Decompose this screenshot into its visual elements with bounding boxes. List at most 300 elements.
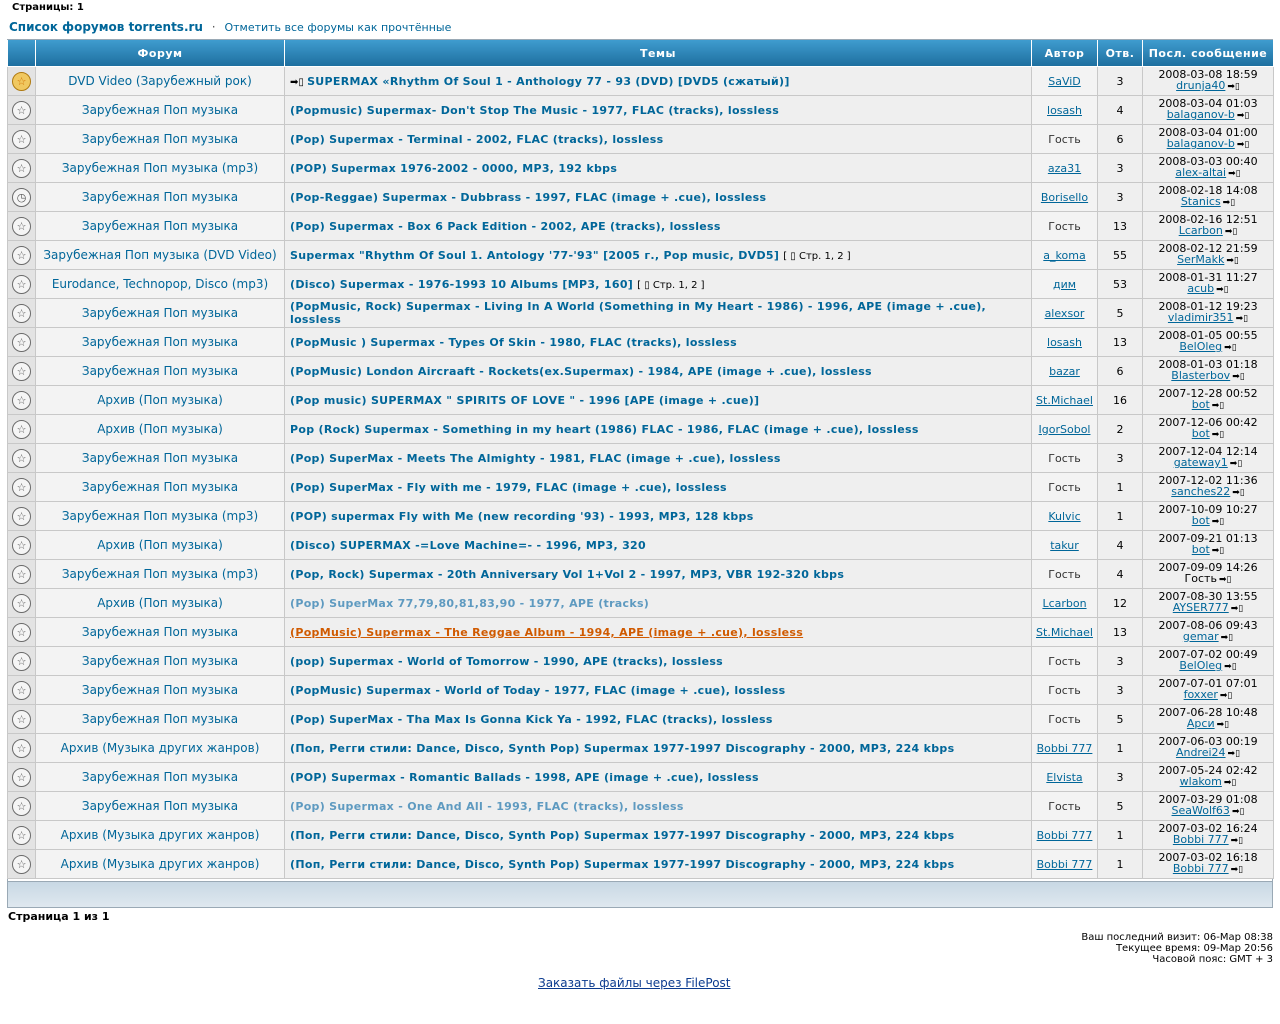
goto-last-post-icon[interactable]: ➡▯ — [1227, 82, 1240, 92]
header-last-post[interactable]: Посл. сообщение — [1143, 40, 1274, 67]
last-post-user[interactable]: SerMakk — [1177, 253, 1225, 266]
header-topics[interactable]: Темы — [285, 40, 1032, 67]
topic-status-cell — [8, 734, 36, 763]
forum-cell — [36, 299, 285, 328]
topic-title-link[interactable]: (PopMusic) Supermax - The Reggae Album - 1994, APE (image + .cue), lossless — [290, 625, 804, 639]
goto-last-post-icon[interactable]: ➡▯ — [1226, 256, 1239, 266]
forum-cell — [36, 676, 285, 705]
current-time-text: Текущее время: 09-Мар 20:56 — [1115, 943, 1273, 954]
last-post-user[interactable]: BelOleg — [1179, 659, 1223, 672]
topic-status-cell — [8, 357, 36, 386]
replies-count: 1 — [1098, 734, 1143, 763]
last-post-user[interactable]: Stanics — [1180, 195, 1221, 208]
author-link[interactable]: Bobbi 777 — [1036, 741, 1093, 755]
topic-cell — [285, 241, 1032, 270]
forum-cell — [36, 270, 285, 299]
breadcrumb-separator: · — [211, 20, 216, 34]
table-row — [8, 502, 1274, 531]
last-post-user[interactable]: Apcи — [1186, 717, 1215, 730]
author-cell — [1032, 850, 1098, 879]
author-link[interactable]: IgorSobol — [1038, 422, 1091, 436]
topic-title-link[interactable]: (Pop) Supermax - One And All - 1993, FLAC (tracks), lossless — [290, 799, 684, 813]
forum-cell — [36, 67, 285, 96]
topic-title-link[interactable]: (POP) Supermax - Romantic Ballads - 1998, APE (image + .cue), lossless — [290, 770, 759, 784]
last-post-cell — [1143, 792, 1274, 821]
topic-title-link[interactable]: (Disco) Supermax - 1976-1993 10 Albums [MP3, 160] — [290, 277, 634, 291]
topic-title-link[interactable]: (Pop music) SUPERMAX " SPIRITS OF LOVE " - 1996 [APE (image + .cue)] — [290, 393, 760, 407]
last-post-user[interactable]: vladimir351 — [1167, 311, 1234, 324]
replies-count: 55 — [1098, 241, 1143, 270]
author-link[interactable]: alexsor — [1044, 306, 1085, 320]
replies-count: 6 — [1098, 125, 1143, 154]
replies-count: 12 — [1098, 589, 1143, 618]
forum-link[interactable]: Зарубежная Поп музыка — [81, 335, 239, 349]
forum-link[interactable]: Eurodance, Technopop, Disco (mp3) — [51, 277, 269, 291]
topic-title-link[interactable]: (Pop) SuperMax - Tha Max Is Gonna Kick Ya - 1992, FLAC (tracks), lossless — [290, 712, 773, 726]
forum-link[interactable]: Зарубежная Поп музыка — [81, 364, 239, 378]
author-cell — [1032, 734, 1098, 763]
goto-last-post-icon[interactable]: ➡▯ — [1236, 111, 1250, 121]
goto-last-post-icon[interactable]: ➡▯ — [1229, 459, 1243, 469]
last-post-date: 2008-03-04 01:00 — [1158, 126, 1258, 139]
goto-last-post-icon[interactable]: ➡▯ — [1224, 662, 1237, 672]
forum-cell — [36, 96, 285, 125]
last-post-user[interactable]: acub — [1187, 282, 1215, 295]
author-cell — [1032, 67, 1098, 96]
star-icon: ☆ — [12, 623, 31, 642]
topic-title-link[interactable]: (Pop-Reggae) Supermax - Dubbrass - 1997, FLAC (image + .cue), lossless — [290, 190, 767, 204]
last-post-user[interactable]: gateway1 — [1173, 456, 1228, 469]
goto-last-post-icon[interactable]: ➡▯ — [1230, 836, 1244, 846]
topic-title-link[interactable]: (Pop) Supermax - Terminal - 2002, FLAC (tracks), lossless — [290, 132, 664, 146]
goto-last-post-icon[interactable]: ➡▯ — [1228, 169, 1241, 179]
goto-last-post-icon[interactable]: ➡▯ — [1218, 575, 1232, 585]
topic-status-cell — [8, 502, 36, 531]
goto-last-post-icon[interactable]: ➡▯ — [1222, 198, 1236, 208]
author-link[interactable]: St.Michael — [1036, 625, 1093, 639]
last-visit-text: Ваш последний визит: 06-Мар 08:38 — [1081, 932, 1273, 943]
topic-cell — [285, 850, 1032, 879]
forum-link[interactable]: Зарубежная Поп музыка — [81, 770, 239, 784]
last-post-cell — [1143, 328, 1274, 357]
last-post-user[interactable]: Lcarbon — [1178, 224, 1223, 237]
author-cell — [1032, 154, 1098, 183]
author-link[interactable]: Bobbi 777 — [1036, 857, 1093, 871]
topic-status-cell — [8, 589, 36, 618]
forum-link[interactable]: Архив (Музыка других жанров) — [60, 741, 260, 755]
topic-title-link[interactable]: Supermax "Rhythm Of Soul 1. Antology '77-'93" [2005 г., Pop music, DVD5] — [290, 248, 780, 262]
topic-status-cell — [8, 125, 36, 154]
author-link[interactable]: Borisello — [1040, 190, 1089, 204]
last-post-user[interactable]: wlakom — [1179, 775, 1222, 788]
last-post-cell — [1143, 154, 1274, 183]
goto-last-post-icon[interactable]: ➡▯ — [1230, 865, 1244, 875]
forum-link[interactable]: Зарубежная Поп музыка — [81, 625, 239, 639]
author-cell — [1032, 618, 1098, 647]
replies-count: 53 — [1098, 270, 1143, 299]
goto-last-post-icon[interactable]: ➡▯ — [1219, 691, 1233, 701]
last-post-user[interactable]: AYSER777 — [1172, 601, 1229, 614]
last-post-date: 2007-03-02 16:18 — [1158, 851, 1258, 864]
topic-status-cell — [8, 299, 36, 328]
last-post-user[interactable]: balaganov-b — [1166, 137, 1235, 150]
last-post-user[interactable]: Bobbi 777 — [1172, 862, 1229, 875]
topic-cell — [285, 792, 1032, 821]
author-link[interactable]: aza31 — [1047, 161, 1082, 175]
star-icon: ☆ — [12, 275, 31, 294]
last-post-cell — [1143, 618, 1274, 647]
mark-all-read-link[interactable]: Отметить все форумы как прочтённые — [224, 21, 452, 34]
last-post-cell — [1143, 415, 1274, 444]
star-icon: ☆ — [12, 246, 31, 265]
forum-cell — [36, 734, 285, 763]
last-post-user[interactable]: drunja40 — [1176, 79, 1226, 92]
last-post-user[interactable]: bot — [1191, 514, 1210, 527]
goto-last-post-icon[interactable]: ➡▯ — [1216, 285, 1229, 295]
author-cell — [1032, 444, 1098, 473]
author-link: Гость — [1048, 451, 1081, 465]
last-post-cell — [1143, 502, 1274, 531]
star-icon: ☆ — [12, 507, 31, 526]
author-link[interactable]: a_koma — [1043, 248, 1086, 262]
topic-title-link[interactable]: (Pop) SuperMax 77,79,80,81,83,90 - 1977, APE (tracks) — [290, 596, 650, 610]
forum-link[interactable]: Архив (Поп музыка) — [97, 538, 223, 552]
author-cell — [1032, 357, 1098, 386]
star-icon: ☆ — [12, 420, 31, 439]
forum-cell — [36, 183, 285, 212]
last-post-date: 2007-08-30 13:55 — [1158, 590, 1258, 603]
topic-title-link[interactable]: (Pop) SuperMax - Fly with me - 1979, FLAC (image + .cue), lossless — [290, 480, 727, 494]
author-cell — [1032, 328, 1098, 357]
star-icon: ☆ — [12, 768, 31, 787]
topic-status-cell — [8, 618, 36, 647]
header-forum[interactable]: Форум — [36, 40, 285, 67]
topic-cell — [285, 473, 1032, 502]
last-post-user[interactable]: gemar — [1182, 630, 1219, 643]
last-post-cell — [1143, 444, 1274, 473]
topic-status-cell — [8, 850, 36, 879]
forum-link[interactable]: Зарубежная Поп музыка — [81, 306, 239, 320]
last-post-date: 2007-09-21 01:13 — [1158, 532, 1258, 545]
table-row — [8, 357, 1274, 386]
left-margin — [0, 0, 3, 1024]
topic-title-link[interactable]: (PopMusic ) Supermax - Types Of Skin - 1980, FLAC (tracks), lossless — [290, 335, 737, 349]
last-post-date: 2008-03-03 00:40 — [1158, 155, 1258, 168]
topic-cell — [285, 299, 1032, 328]
last-post-cell — [1143, 473, 1274, 502]
topic-status-cell — [8, 763, 36, 792]
table-row — [8, 386, 1274, 415]
topic-title-link[interactable]: (PopMusic) Supermax - World of Today - 1977, FLAC (image + .cue), lossless — [290, 683, 786, 697]
goto-last-post-icon[interactable]: ➡▯ — [1211, 517, 1225, 527]
last-post-user[interactable]: bot — [1191, 427, 1210, 440]
goto-last-post-icon[interactable]: ➡▯ — [1235, 314, 1249, 324]
topic-status-cell — [8, 328, 36, 357]
replies-count: 1 — [1098, 473, 1143, 502]
forum-link[interactable]: Зарубежная Поп музыка — [81, 103, 239, 117]
author-cell — [1032, 415, 1098, 444]
topic-status-cell — [8, 67, 36, 96]
topic-status-cell — [8, 183, 36, 212]
topic-status-cell — [8, 212, 36, 241]
goto-last-post-icon[interactable]: ➡▯ — [1232, 372, 1245, 382]
table-row — [8, 821, 1274, 850]
last-post-user[interactable]: balaganov-b — [1166, 108, 1235, 121]
topic-title-link[interactable]: (Pop) SuperMax - Meets The Almighty - 1981, FLAC (image + .cue), lossless — [290, 451, 781, 465]
author-link[interactable]: Lcarbon — [1042, 596, 1087, 610]
topic-cell — [285, 734, 1032, 763]
author-link[interactable]: Bobbi 777 — [1036, 828, 1093, 842]
goto-last-post-icon[interactable]: ➡▯ — [1223, 778, 1237, 788]
table-row — [8, 589, 1274, 618]
topic-cell — [285, 125, 1032, 154]
star-icon: ☆ — [12, 797, 31, 816]
filepost-link[interactable]: Заказать файлы через FilePost — [538, 976, 731, 990]
author-cell — [1032, 386, 1098, 415]
last-post-user[interactable]: Blasterbov — [1171, 369, 1231, 382]
topic-cell — [285, 415, 1032, 444]
forum-cell — [36, 850, 285, 879]
last-post-date: 2007-03-29 01:08 — [1158, 793, 1258, 806]
goto-last-post-icon[interactable]: ➡▯ — [1232, 488, 1245, 498]
last-post-user[interactable]: bot — [1191, 543, 1210, 556]
search-results-table — [7, 40, 1274, 879]
goto-last-post-icon[interactable]: ➡▯ — [1236, 140, 1250, 150]
author-cell — [1032, 473, 1098, 502]
forum-cell — [36, 386, 285, 415]
forum-link[interactable]: Зарубежная Поп музыка (mp3) — [61, 567, 259, 581]
last-post-cell — [1143, 647, 1274, 676]
author-link[interactable]: St.Michael — [1036, 393, 1093, 407]
topic-new-icon: ➡▯ — [290, 76, 308, 88]
forum-link[interactable]: Зарубежная Поп музыка — [81, 654, 239, 668]
table-row — [8, 473, 1274, 502]
author-link[interactable]: takur — [1050, 538, 1079, 552]
replies-count: 1 — [1098, 502, 1143, 531]
star-icon: ☆ — [12, 391, 31, 410]
topic-title-link[interactable]: (Pop) Supermax - Box 6 Pack Edition - 2002, APE (tracks), lossless — [290, 219, 721, 233]
forum-link[interactable]: DVD Video (Зарубежный рок) — [68, 74, 252, 88]
header-author[interactable]: Автор — [1032, 40, 1098, 67]
replies-count: 16 — [1098, 386, 1143, 415]
author-cell — [1032, 589, 1098, 618]
goto-last-post-icon[interactable]: ➡▯ — [1227, 749, 1241, 759]
topic-cell — [285, 821, 1032, 850]
goto-last-post-icon[interactable]: ➡▯ — [1211, 546, 1225, 556]
author-cell — [1032, 125, 1098, 154]
topic-title-link[interactable]: (Поп, Регги стили: Dance, Disco, Synth Pop) Supermax 1977-1997 Discography - 2000, MP3, 224 kbps — [290, 857, 955, 871]
replies-count: 4 — [1098, 96, 1143, 125]
topic-title-link[interactable]: (POP) Supermax 1976-2002 - 0000, MP3, 192 kbps — [290, 161, 618, 175]
forum-link[interactable]: Зарубежная Поп музыка — [81, 451, 239, 465]
last-post-cell — [1143, 96, 1274, 125]
forum-link[interactable]: Зарубежная Поп музыка — [81, 799, 239, 813]
last-post-date: 2007-09-09 14:26 — [1158, 561, 1258, 574]
author-cell — [1032, 183, 1098, 212]
topic-cell — [285, 560, 1032, 589]
star-icon: ☆ — [12, 855, 31, 874]
last-post-cell — [1143, 734, 1274, 763]
topic-status-cell — [8, 241, 36, 270]
replies-count: 5 — [1098, 705, 1143, 734]
last-post-user[interactable]: BelOleg — [1179, 340, 1223, 353]
breadcrumb — [9, 20, 451, 34]
topic-title-link[interactable]: (pop) Supermax - World of Tomorrow - 1990, APE (tracks), lossless — [290, 654, 724, 668]
topic-cell — [285, 154, 1032, 183]
forum-link[interactable]: Архив (Музыка других жанров) — [60, 857, 260, 871]
author-link[interactable]: дим — [1052, 277, 1077, 291]
forum-link[interactable]: Зарубежная Поп музыка — [81, 683, 239, 697]
topic-status-cell — [8, 705, 36, 734]
author-cell — [1032, 705, 1098, 734]
forum-link[interactable]: Зарубежная Поп музыка — [81, 190, 239, 204]
topic-title-link[interactable]: SUPERMAX «Rhythm Of Soul 1 - Anthology 77 - 93 (DVD) [DVD5 (сжатый)] — [307, 74, 790, 88]
forum-index-link[interactable]: Список форумов torrents.ru — [9, 20, 203, 34]
forum-cell — [36, 154, 285, 183]
table-row — [8, 154, 1274, 183]
topic-cell — [285, 212, 1032, 241]
gold-star-icon: ☆ — [12, 72, 31, 91]
replies-count: 4 — [1098, 560, 1143, 589]
last-post-user[interactable]: Andrei24 — [1175, 746, 1226, 759]
header-replies[interactable]: Отв. — [1098, 40, 1143, 67]
pages-label: Страницы: 1 — [12, 2, 84, 13]
replies-count: 3 — [1098, 183, 1143, 212]
author-cell — [1032, 502, 1098, 531]
goto-last-post-icon[interactable]: ➡▯ — [1216, 720, 1230, 730]
topic-title-link[interactable]: (PopMusic, Rock) Supermax - Living In A World (Something in My Heart - 1986) - 1996, APE (image + .cue), lossless — [290, 300, 987, 326]
last-post-date: 2007-12-04 12:14 — [1158, 445, 1258, 458]
author-link[interactable]: losash — [1047, 335, 1082, 349]
last-post-user[interactable]: sanches22 — [1171, 485, 1231, 498]
author-cell — [1032, 647, 1098, 676]
last-post-user[interactable]: Гость — [1184, 572, 1217, 585]
forum-link[interactable]: Зарубежная Поп музыка — [81, 132, 239, 146]
last-post-date: 2008-01-03 01:18 — [1158, 358, 1258, 371]
last-post-date: 2008-01-05 00:55 — [1158, 329, 1258, 342]
topic-title-link[interactable]: (Поп, Регги стили: Dance, Disco, Synth Pop) Supermax 1977-1997 Discography - 2000, MP3, 224 kbps — [290, 741, 955, 755]
forum-link[interactable]: Зарубежная Поп музыка — [81, 480, 239, 494]
star-icon: ☆ — [12, 652, 31, 671]
author-cell — [1032, 270, 1098, 299]
author-link: Гость — [1048, 712, 1081, 726]
forum-link[interactable]: Зарубежная Поп музыка — [81, 219, 239, 233]
forum-link[interactable]: Архив (Поп музыка) — [97, 422, 223, 436]
topic-title-link[interactable]: (Pop, Rock) Supermax - 20th Anniversary Vol 1+Vol 2 - 1997, MP3, VBR 192-320 kbps — [290, 567, 845, 581]
topic-status-cell — [8, 386, 36, 415]
author-link[interactable]: losash — [1047, 103, 1082, 117]
last-post-date: 2007-12-06 00:42 — [1158, 416, 1258, 429]
forum-link[interactable]: Зарубежная Поп музыка (mp3) — [61, 161, 259, 175]
last-post-cell — [1143, 531, 1274, 560]
last-post-user[interactable]: bot — [1191, 398, 1210, 411]
topic-cell — [285, 676, 1032, 705]
topic-pages[interactable]: [ ▯ Стр. 1, 2 ] — [637, 279, 705, 291]
forum-link[interactable]: Зарубежная Поп музыка — [81, 712, 239, 726]
author-cell — [1032, 212, 1098, 241]
forum-cell — [36, 328, 285, 357]
table-row — [8, 647, 1274, 676]
goto-last-post-icon[interactable]: ➡▯ — [1211, 430, 1225, 440]
last-post-date: 2007-10-09 10:27 — [1158, 503, 1258, 516]
author-link[interactable]: bazar — [1049, 364, 1080, 378]
topic-status-cell — [8, 96, 36, 125]
last-post-user[interactable]: SeaWolf63 — [1171, 804, 1230, 817]
topic-title-link[interactable]: (Disco) SUPERMAX -=Love Machine=- - 1996, MP3, 320 — [290, 538, 646, 552]
forum-link[interactable]: Архив (Музыка других жанров) — [60, 828, 260, 842]
replies-count: 4 — [1098, 531, 1143, 560]
table-row — [8, 212, 1274, 241]
author-link: Гость — [1048, 219, 1081, 233]
last-post-date: 2007-12-28 00:52 — [1158, 387, 1258, 400]
topic-status-cell — [8, 415, 36, 444]
goto-last-post-icon[interactable]: ➡▯ — [1211, 401, 1225, 411]
last-post-user[interactable]: alex-altai — [1175, 166, 1227, 179]
author-cell — [1032, 560, 1098, 589]
topic-title-link[interactable]: Pop (Rock) Supermax - Something in my heart (1986) FLAC - 1986, FLAC (image + .cue), lossless — [290, 422, 919, 436]
last-post-date: 2008-02-18 14:08 — [1158, 184, 1258, 197]
table-header-row — [8, 40, 1274, 67]
header-icon — [8, 40, 36, 67]
topic-status-cell — [8, 270, 36, 299]
author-cell — [1032, 763, 1098, 792]
table-row — [8, 531, 1274, 560]
table-row — [8, 676, 1274, 705]
last-post-date: 2007-06-28 10:48 — [1158, 706, 1258, 719]
topic-cell — [285, 647, 1032, 676]
forum-link[interactable]: Архив (Поп музыка) — [97, 596, 223, 610]
author-link[interactable]: Kulvic — [1048, 509, 1081, 523]
forum-link[interactable]: Архив (Поп музыка) — [97, 393, 223, 407]
forum-cell — [36, 705, 285, 734]
topic-title-link[interactable]: (POP) supermax Fly with Me (new recording '93) - 1993, MP3, 128 kbps — [290, 509, 754, 523]
table-row — [8, 415, 1274, 444]
last-post-date: 2007-07-02 00:49 — [1158, 648, 1258, 661]
author-link[interactable]: SaViD — [1048, 74, 1081, 88]
author-link[interactable]: Elvista — [1046, 770, 1083, 784]
clock-icon: ◷ — [12, 188, 31, 207]
replies-count: 1 — [1098, 821, 1143, 850]
table-footer-band — [7, 881, 1273, 908]
last-post-user[interactable]: Bobbi 777 — [1172, 833, 1229, 846]
last-post-date: 2007-03-02 16:24 — [1158, 822, 1258, 835]
forum-cell — [36, 241, 285, 270]
table-row — [8, 299, 1274, 328]
topic-title-link[interactable]: (PopMusic) London Aircraaft - Rockets(ex.Supermax) - 1984, APE (image + .cue), lossless — [290, 364, 872, 378]
forum-cell — [36, 125, 285, 154]
star-icon: ☆ — [12, 594, 31, 613]
topic-status-cell — [8, 531, 36, 560]
topic-title-link[interactable]: (Поп, Регги стили: Dance, Disco, Synth Pop) Supermax 1977-1997 Discography - 2000, MP3, 224 kbps — [290, 828, 955, 842]
last-post-cell — [1143, 850, 1274, 879]
goto-last-post-icon[interactable]: ➡▯ — [1224, 227, 1238, 237]
goto-last-post-icon[interactable]: ➡▯ — [1230, 604, 1244, 614]
topic-cell — [285, 618, 1032, 647]
forum-link[interactable]: Зарубежная Поп музыка (DVD Video) — [43, 248, 277, 262]
forum-link[interactable]: Зарубежная Поп музыка (mp3) — [61, 509, 259, 523]
star-icon: ☆ — [12, 536, 31, 555]
goto-last-post-icon[interactable]: ➡▯ — [1231, 807, 1245, 817]
author-cell — [1032, 96, 1098, 125]
star-icon: ☆ — [12, 217, 31, 236]
last-post-user[interactable]: foxxer — [1183, 688, 1218, 701]
topic-title-link[interactable]: (Popmusic) Supermax- Don't Stop The Music - 1977, FLAC (tracks), lossless — [290, 103, 780, 117]
last-post-date: 2007-07-01 07:01 — [1158, 677, 1258, 690]
last-post-cell — [1143, 299, 1274, 328]
goto-last-post-icon[interactable]: ➡▯ — [1224, 343, 1237, 353]
goto-last-post-icon[interactable]: ➡▯ — [1220, 633, 1234, 643]
topic-pages[interactable]: [ ▯ Стр. 1, 2 ] — [783, 250, 851, 262]
